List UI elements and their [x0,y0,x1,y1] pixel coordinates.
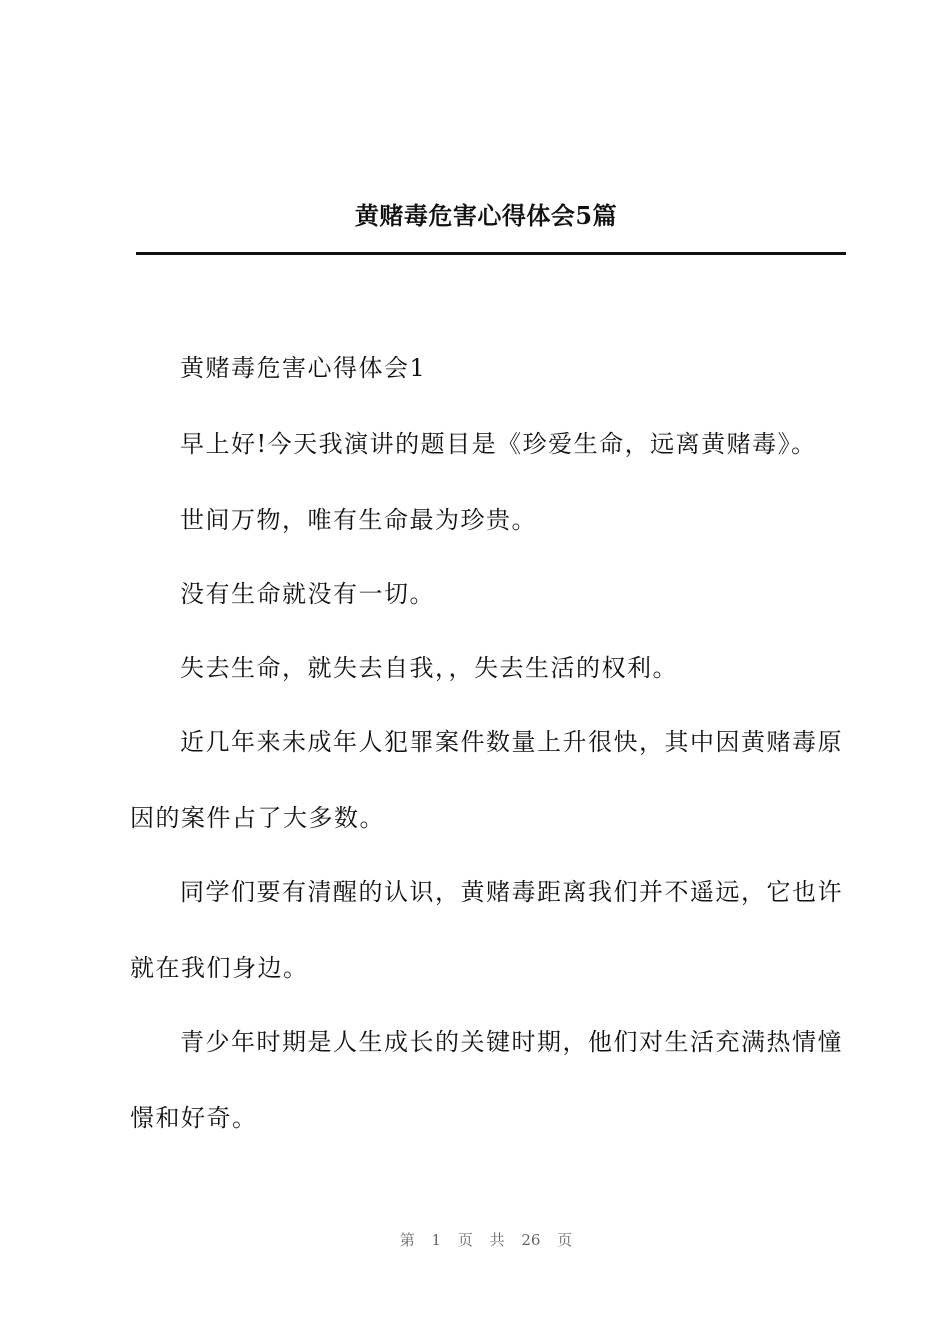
page-number-footer: 第 1 页 共 26 页 [399,1231,573,1249]
paragraph: 世间万物，唯有生命最为珍贵。 [180,506,537,534]
document-title: 黄赌毒危害心得体会5篇 [354,201,618,230]
paragraph: 早上好!今天我演讲的题目是《珍爱生命，远离黄赌毒》。 [180,430,817,458]
paragraph: 近几年来未成年人犯罪案件数量上升很快，其中因黄赌毒原因的案件占了大多数。 [130,728,843,832]
paragraph: 同学们要有清醒的认识，黄赌毒距离我们并不遥远，它也许就在我们身边。 [130,878,843,982]
paragraph: 失去生命，就失去自我，，失去生活的权利。 [180,654,678,682]
paragraph: 青少年时期是人生成长的关键时期，他们对生活充满热情憧憬和好奇。 [130,1028,843,1132]
paragraph-heading-1: 黄赌毒危害心得体会1 [180,354,427,382]
title-underline [136,252,846,255]
paragraph: 没有生命就没有一切。 [180,580,435,608]
